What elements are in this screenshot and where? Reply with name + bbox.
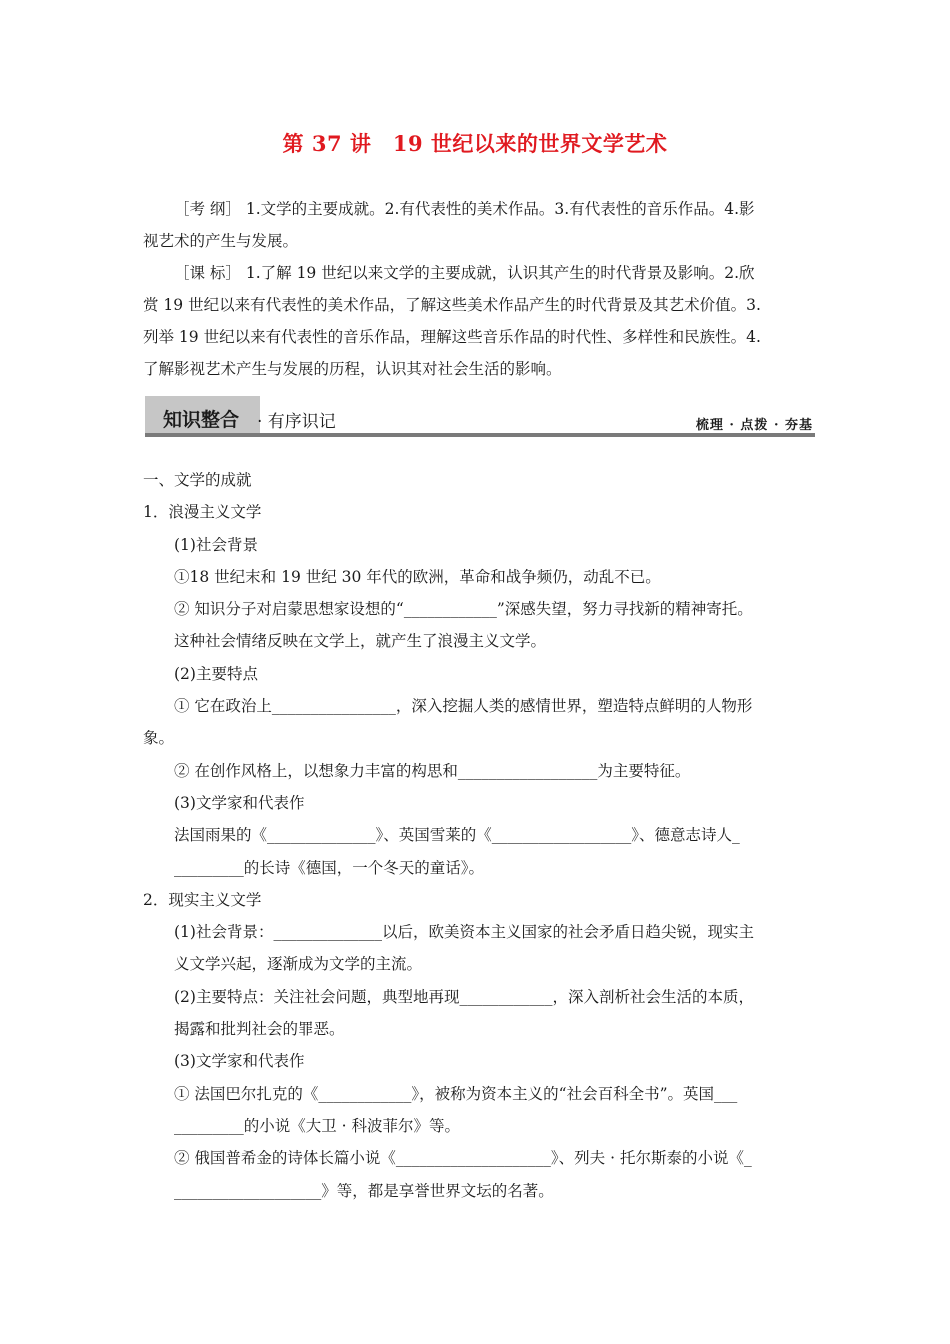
curriculum-line: 列举 19 世纪以来有代表性的音乐作品，理解这些音乐作品的时代性、多样性和民族性。4. (143, 328, 761, 346)
text-line: 这种社会情绪反映在文学上，就产生了浪漫主义文学。 (174, 632, 547, 651)
banner-rule (145, 433, 815, 437)
text-line: ② 知识分子对启蒙思想家设想的“____________”深感失望，努力寻找新的精神寄托。 (174, 600, 753, 619)
banner-right-label: 梳理 · 点拨 · 夯基 (695, 418, 813, 433)
banner-main-label: 知识整合 (163, 409, 240, 431)
text-line: ② 在创作风格上，以想象力丰富的构思和__________________为主要特征。 (174, 761, 691, 780)
content-body (143, 464, 816, 1207)
text-line: (1)社会背景：______________以后，欧美资本主义国家的社会矛盾日趋尖锐，现实主 (174, 923, 754, 942)
exam-outline-line: 视艺术的产生与发展。 (143, 232, 299, 250)
page-title: 第 37 讲 19 世纪以来的世界文学艺术 (282, 131, 668, 156)
text-line: ② 俄国普希金的诗体长篇小说《____________________》、列夫 · 托尔斯泰的小说《_ (174, 1149, 752, 1168)
item-heading: (3)文学家和代表作 (174, 1052, 305, 1071)
text-line: ① 它在政治上________________，深入挖掘人类的感情世界，塑造特点鲜明的人物形 (174, 697, 753, 716)
section-banner (145, 396, 815, 438)
banner-sub-label: · 有序识记 (257, 412, 336, 432)
text-line: _________的小说《大卫 · 科波菲尔》等。 (174, 1116, 461, 1135)
curriculum-standard (143, 257, 816, 385)
text-line: 义文学兴起，逐渐成为文学的主流。 (174, 955, 423, 974)
text-line: 法国雨果的《______________》、英国雪莱的《__________________》、德意志诗人_ (174, 826, 740, 845)
curriculum-line: 了解影视艺术产生与发展的历程，认识其对社会生活的影响。 (143, 360, 562, 378)
text-line: _________的长诗《德国，一个冬天的童话》。 (174, 858, 485, 877)
text-line: ① 法国巴尔扎克的《____________》，被称为资本主义的“社会百科全书”。英国___ (174, 1084, 738, 1103)
curriculum-line: ［课 标］ 1.了解 19 世纪以来文学的主要成就，认识其产生的时代背景及影响。2.欣 (174, 264, 755, 282)
text-line: ___________________》等，都是享誉世界文坛的名著。 (174, 1181, 554, 1200)
subsection-heading: 2．现实主义文学 (143, 890, 262, 909)
text-line: 揭露和批判社会的罪恶。 (174, 1020, 345, 1039)
curriculum-line: 赏 19 世纪以来有代表性的美术作品，了解这些美术作品产生的时代背景及其艺术价值。3. (143, 296, 761, 314)
subsection-heading: 1．浪漫主义文学 (143, 503, 262, 522)
item-heading: (2)主要特点 (174, 664, 258, 683)
section-heading: 一、文学的成就 (143, 471, 252, 489)
text-line: ①18 世纪末和 19 世纪 30 年代的欧洲，革命和战争频仍，动乱不已。 (174, 567, 661, 586)
exam-outline (143, 193, 816, 257)
text-line: (2)主要特点：关注社会问题，典型地再现____________，深入剖析社会生活的本质， (174, 987, 754, 1006)
exam-outline-line: ［考 纲］ 1.文学的主要成就。2.有代表性的美术作品。3.有代表性的音乐作品。4.影 (174, 200, 755, 218)
item-heading: (1)社会背景 (174, 535, 258, 554)
item-heading: (3)文学家和代表作 (174, 793, 305, 812)
text-line: 象。 (143, 729, 175, 748)
